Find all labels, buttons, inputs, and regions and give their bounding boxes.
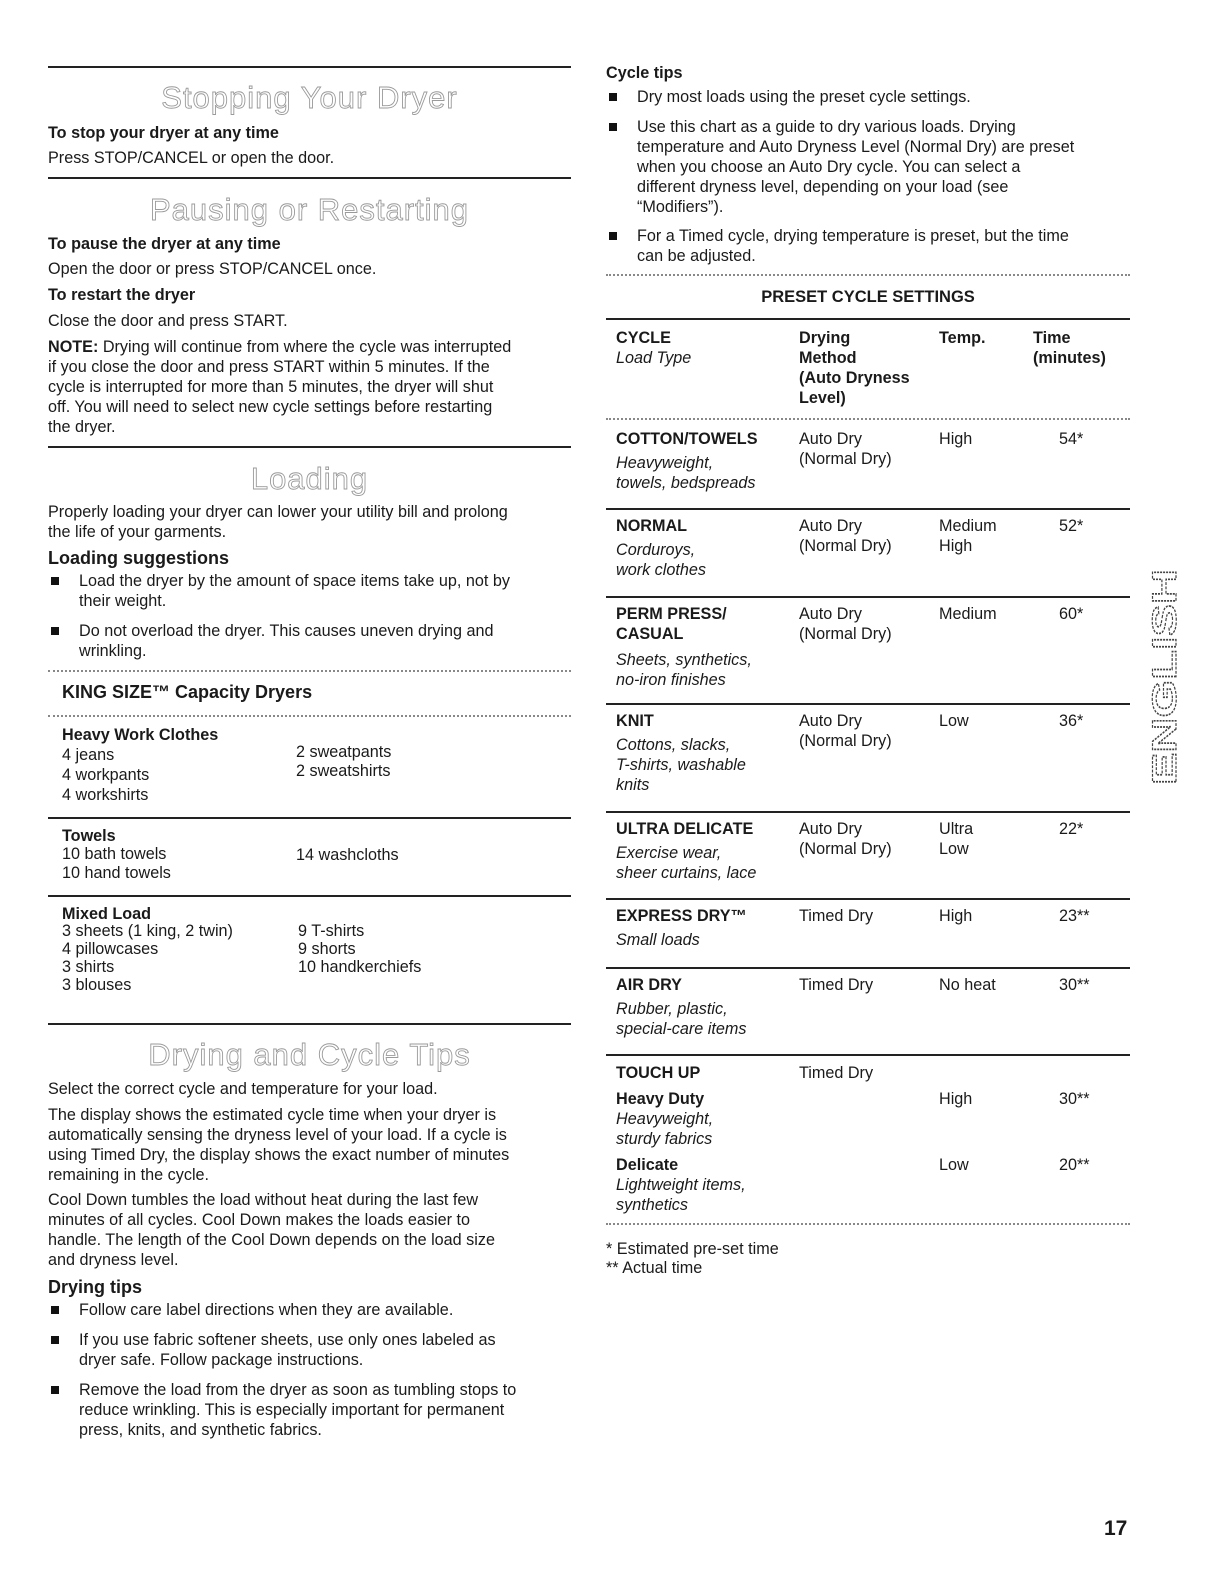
heavy-duty-load: Heavyweight, sturdy fabrics xyxy=(616,1110,714,1148)
note-paragraph: NOTE: Drying will continue from where the cycle was interrupted if you close the door and press START within 5 minutes. If the cycle is interrupted for more than 5 minutes, the dryer will shut off. You will need to select new cycle settings before restarting the dryer. xyxy=(48,338,512,436)
bullet-item: Follow care label directions when they are available. xyxy=(48,1300,571,1320)
dotted-divider xyxy=(606,1223,1130,1225)
row-divider xyxy=(606,596,1130,598)
table-title: PRESET CYCLE SETTINGS xyxy=(761,288,975,306)
row-divider xyxy=(606,508,1130,510)
language-side-tab xyxy=(1146,567,1184,787)
row-temp: Medium xyxy=(939,605,997,623)
dotted-divider xyxy=(606,274,1130,276)
row-cycle-name: AIR DRY xyxy=(616,976,682,994)
loading-heading: Loading xyxy=(250,461,369,496)
row-load-type: Small loads xyxy=(616,931,700,949)
row-time: 23** xyxy=(1059,907,1090,925)
pausing-heading: Pausing or Restarting xyxy=(149,192,470,227)
row-method: Timed Dry xyxy=(799,976,874,994)
bullet-item: Do not overload the dryer. This causes uneven drying and wrinkling. xyxy=(48,621,571,661)
heavy-duty-temp: High xyxy=(939,1090,973,1108)
king-size-title: KING SIZE™ Capacity Dryers xyxy=(62,682,313,702)
side-tab-label: ENGLISH xyxy=(1146,633,1184,785)
row-divider xyxy=(606,811,1130,813)
dotted-divider xyxy=(48,670,571,672)
pause-subheading: To pause the dryer at any time xyxy=(48,235,281,253)
towels-col2: 14 washcloths xyxy=(296,846,399,864)
mixed-load-col2: 9 T-shirts 9 shorts 10 handkerchiefs xyxy=(298,922,422,976)
section-divider xyxy=(48,1023,571,1025)
footnotes: * Estimated pre-set time ** Actual time xyxy=(606,1240,779,1277)
page-number: 17 xyxy=(1104,1517,1128,1540)
drying-p2: The display shows the estimated cycle time when your dryer is automatically sensing the dryness level of your load. If a cycle is using Timed Dry, the display shows the exact number of minutes remaining in the cycle. xyxy=(48,1106,510,1184)
row-temp: Medium High xyxy=(939,517,997,555)
bullet-item: For a Timed cycle, drying temperature is preset, but the time can be adjusted. xyxy=(606,226,1130,266)
stopping-heading: Stopping Your Dryer xyxy=(161,80,458,115)
drying-p1: Select the correct cycle and temperature for your load. xyxy=(48,1080,438,1098)
row-temp: No heat xyxy=(939,976,996,994)
section-divider xyxy=(48,66,571,68)
row-load-type: Exercise wear, sheer curtains, lace xyxy=(616,844,757,882)
header-method: Drying Method (Auto Dryness Level) xyxy=(799,329,910,407)
delicate-temp: Low xyxy=(939,1156,969,1174)
bullet-item: Load the dryer by the amount of space items take up, not by their weight. xyxy=(48,571,571,611)
note-label: NOTE: xyxy=(48,338,99,356)
mixed-load-col1: 3 sheets (1 king, 2 twin) 4 pillowcases 3 shirts 3 blouses xyxy=(62,922,233,994)
towels-col1: 10 bath towels 10 hand towels xyxy=(62,845,171,882)
stopping-text: Press STOP/CANCEL or open the door. xyxy=(48,149,335,167)
row-time: 22* xyxy=(1059,820,1084,838)
mixed-load-title: Mixed Load xyxy=(62,905,152,923)
stopping-subheading: To stop your dryer at any time xyxy=(48,124,279,142)
dotted-divider xyxy=(48,715,571,717)
heavy-duty-time: 30** xyxy=(1059,1090,1090,1108)
bullet-item: If you use fabric softener sheets, use only ones labeled as dryer safe. Follow package instructions. xyxy=(48,1330,571,1370)
row-load-type: Corduroys, work clothes xyxy=(616,541,706,579)
row-method: Auto Dry (Normal Dry) xyxy=(799,605,892,643)
bullet-item: Dry most loads using the preset cycle settings. xyxy=(606,87,1130,107)
restart-text: Close the door and press START. xyxy=(48,312,288,330)
row-method: Auto Dry (Normal Dry) xyxy=(799,517,892,555)
row-load-type: Rubber, plastic, special-care items xyxy=(616,1000,747,1038)
row-time: 30** xyxy=(1059,976,1090,994)
bullet-item: Remove the load from the dryer as soon as tumbling stops to reduce wrinkling. This is especially important for permanent press, knits, and synthetic fabrics. xyxy=(48,1380,571,1440)
heavy-work-col2: 2 sweatpants 2 sweatshirts xyxy=(296,743,392,780)
row-time: 36* xyxy=(1059,712,1084,730)
row-method: Auto Dry (Normal Dry) xyxy=(799,820,892,858)
touchup-method: Timed Dry xyxy=(799,1064,874,1082)
dotted-divider xyxy=(606,418,1130,420)
delicate-time: 20** xyxy=(1059,1156,1090,1174)
row-load-type: Sheets, synthetics, no-iron finishes xyxy=(616,651,752,689)
header-cycle: CYCLE xyxy=(616,329,671,347)
row-cycle-name: KNIT xyxy=(616,712,654,730)
loading-suggestions-title: Loading suggestions xyxy=(48,548,230,568)
row-method: Timed Dry xyxy=(799,907,874,925)
row-cycle-name: ULTRA DELICATE xyxy=(616,820,754,838)
heavy-work-title: Heavy Work Clothes xyxy=(62,726,219,744)
row-divider xyxy=(606,898,1130,900)
drying-tips-title: Drying tips xyxy=(48,1277,143,1297)
heavy-work-col1: 4 jeans 4 workpants 4 workshirts xyxy=(62,746,150,804)
pause-text: Open the door or press STOP/CANCEL once. xyxy=(48,260,377,278)
bullet-item: Use this chart as a guide to dry various loads. Drying temperature and Auto Dryness Level (Normal Dry) are preset when you choose an Auto Dry cycle. You can select a different dryness level, depending on your load (see “Modifiers”). xyxy=(606,117,1130,217)
delicate-label: Delicate xyxy=(616,1156,679,1174)
header-load-type: Load Type xyxy=(616,349,692,367)
row-method: Auto Dry (Normal Dry) xyxy=(799,430,892,468)
row-temp: High xyxy=(939,430,973,448)
group-divider xyxy=(48,817,571,819)
group-divider xyxy=(48,895,571,897)
row-time: 52* xyxy=(1059,517,1084,535)
row-time: 60* xyxy=(1059,605,1084,623)
header-time: Time (minutes) xyxy=(1033,329,1106,367)
row-temp: High xyxy=(939,907,973,925)
row-cycle-name: EXPRESS DRY™ xyxy=(616,907,747,925)
touchup-cycle: TOUCH UP xyxy=(616,1064,701,1082)
cycle-tips-title: Cycle tips xyxy=(606,64,683,82)
row-divider xyxy=(606,967,1130,969)
table-rule xyxy=(606,318,1130,320)
drying-p3: Cool Down tumbles the load without heat during the last few minutes of all cycles. Cool Down makes the loads easier to handle. The length of the Cool Down depends on the load size and dryness level. xyxy=(48,1191,495,1269)
heavy-duty-label: Heavy Duty xyxy=(616,1090,705,1108)
row-divider xyxy=(606,1054,1130,1056)
row-method: Auto Dry (Normal Dry) xyxy=(799,712,892,750)
section-divider xyxy=(48,446,571,448)
row-temp: Low xyxy=(939,712,969,730)
row-temp: Ultra Low xyxy=(939,820,974,858)
drying-heading: Drying and Cycle Tips xyxy=(148,1037,471,1072)
side-tab-graphic xyxy=(1146,567,1184,787)
row-divider xyxy=(606,703,1130,705)
row-cycle-name: NORMAL xyxy=(616,517,688,535)
header-temp: Temp. xyxy=(939,329,986,347)
row-cycle-name: PERM PRESS/ CASUAL xyxy=(616,605,727,643)
row-load-type: Cottons, slacks, T-shirts, washable knits xyxy=(616,736,746,794)
towels-title: Towels xyxy=(62,827,116,845)
row-load-type: Heavyweight, towels, bedspreads xyxy=(616,454,756,492)
delicate-load: Lightweight items, synthetics xyxy=(616,1176,746,1214)
row-time: 54* xyxy=(1059,430,1084,448)
section-divider xyxy=(48,177,571,179)
loading-intro: Properly loading your dryer can lower your utility bill and prolong the life of your garments. xyxy=(48,503,508,541)
row-cycle-name: COTTON/TOWELS xyxy=(616,430,758,448)
restart-subheading: To restart the dryer xyxy=(48,286,196,304)
